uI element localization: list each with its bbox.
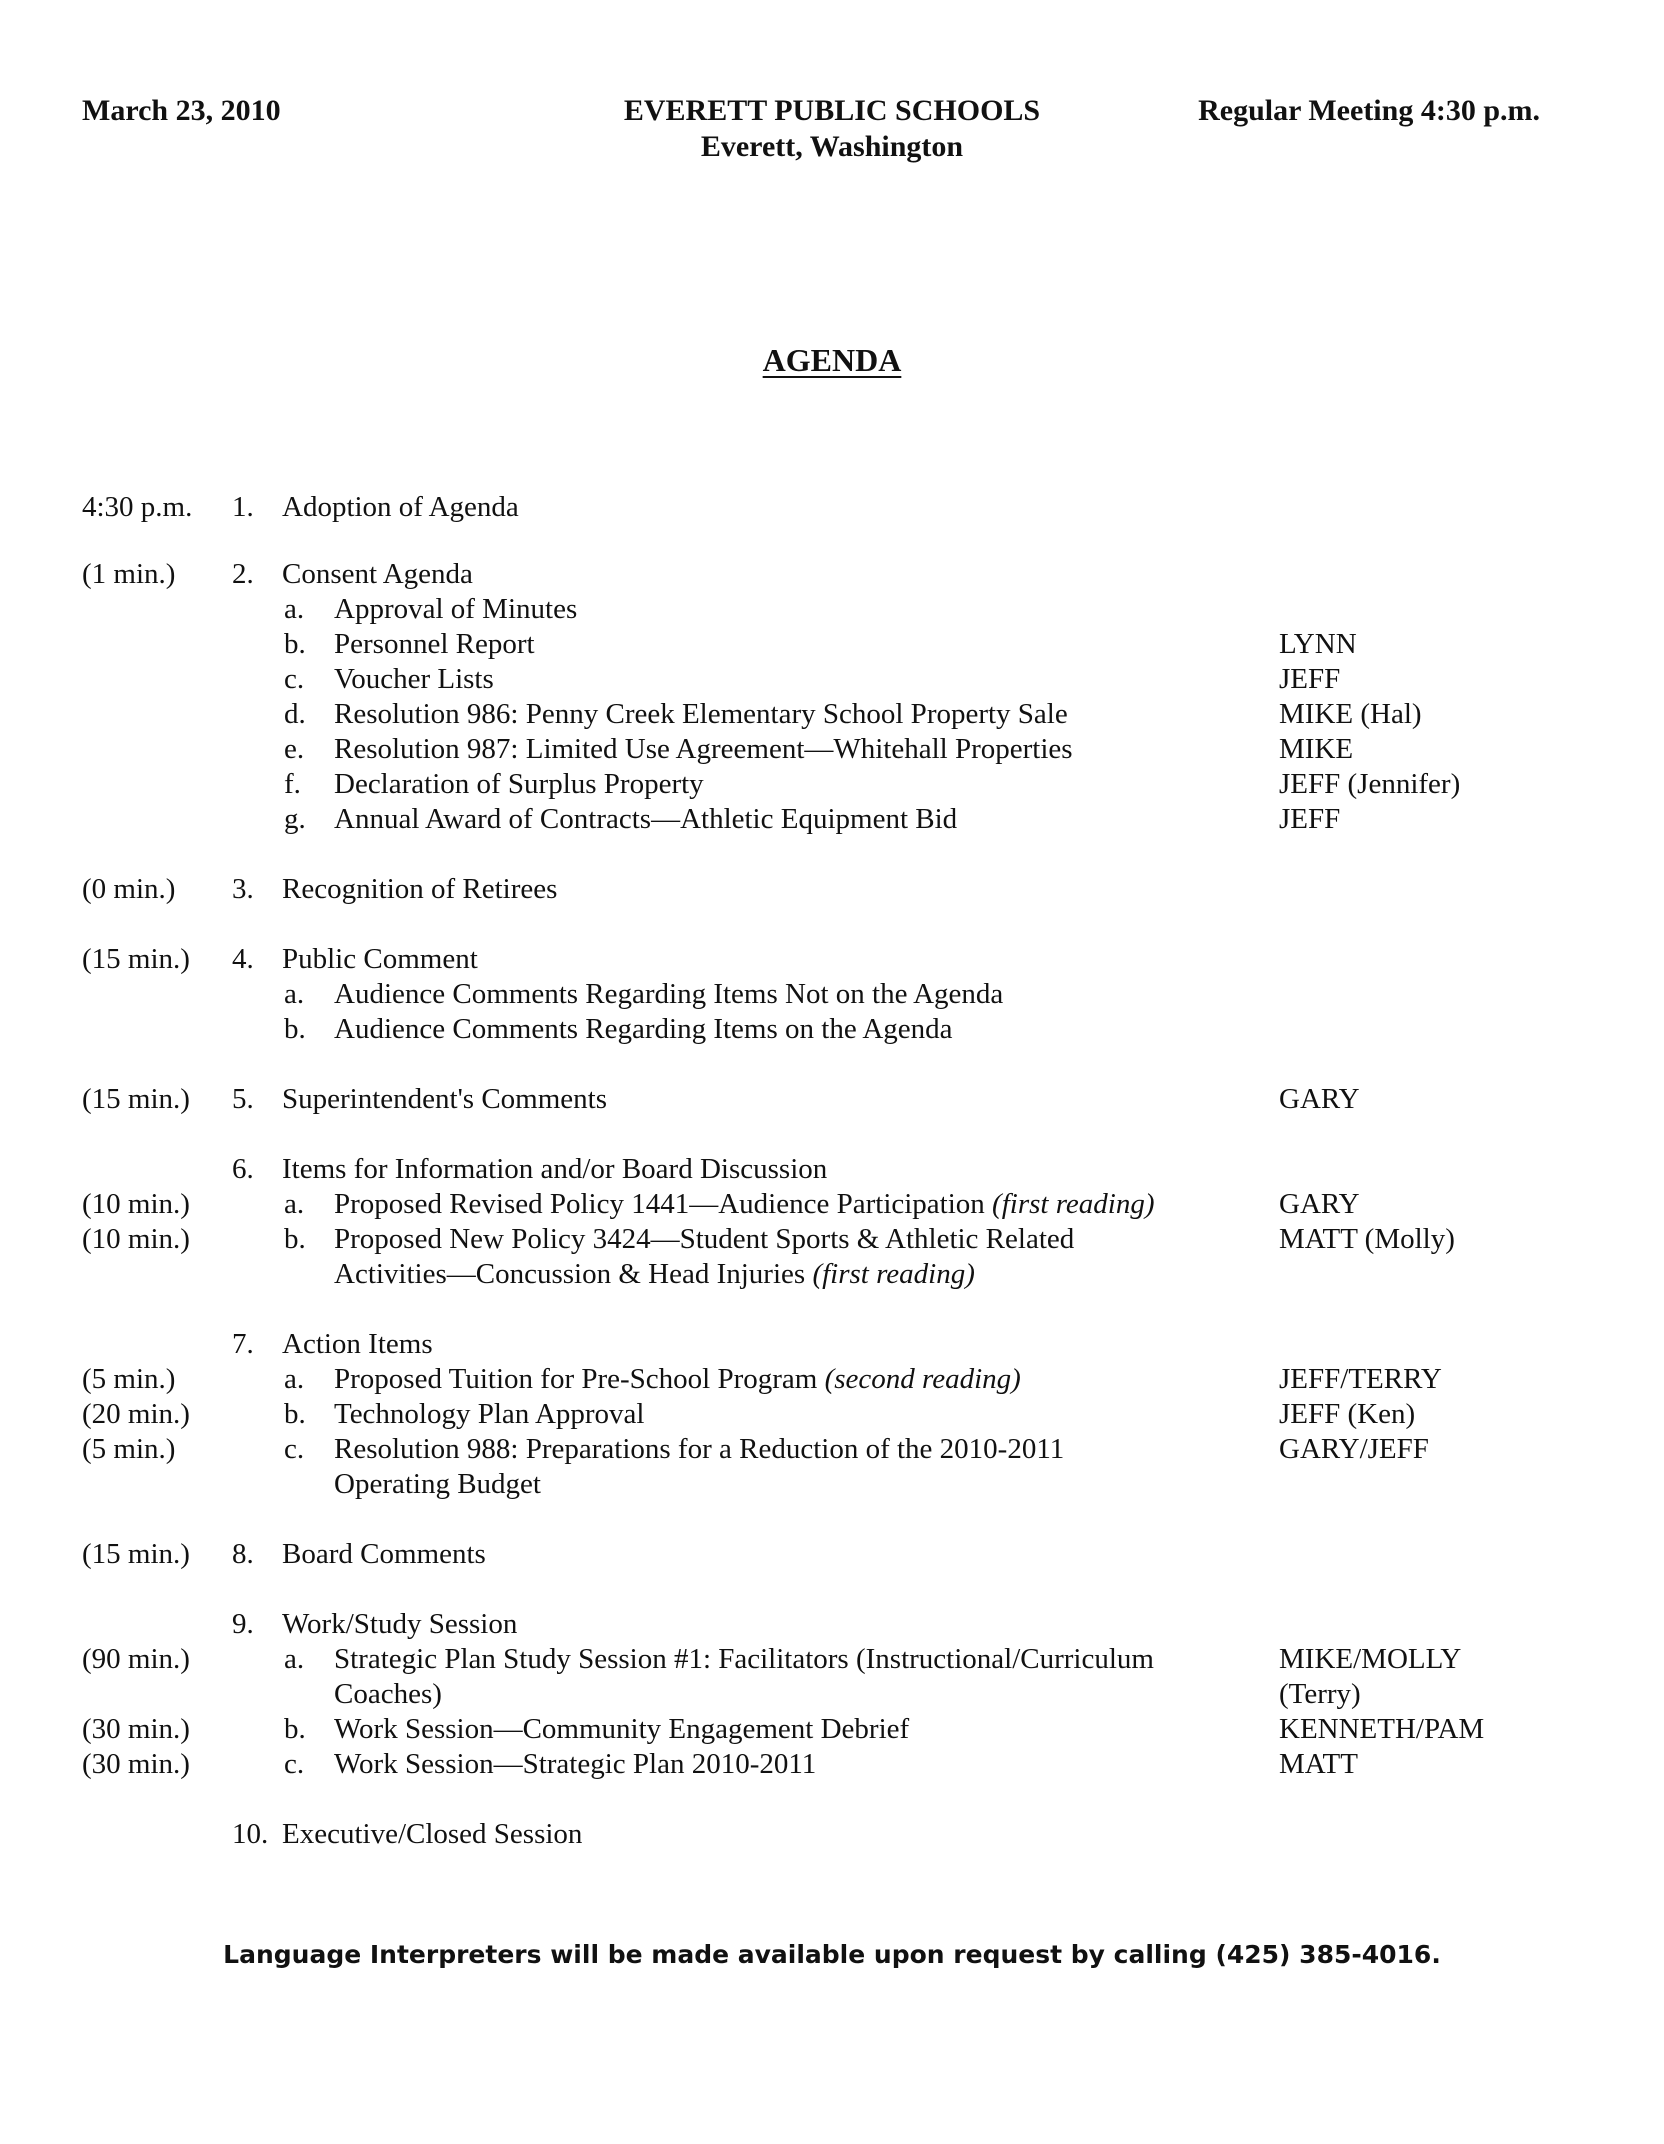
agenda-subitem (0, 1361, 1664, 1397)
agenda-item (0, 1606, 1664, 1642)
subitem-letter: a. (284, 1643, 305, 1675)
presenter-name: JEFF/TERRY (1279, 1363, 1442, 1395)
item-duration: (10 min.) (82, 1223, 190, 1255)
subitem-letter: d. (284, 698, 306, 730)
reading-note: (second reading) (824, 1363, 1021, 1395)
district-heading (432, 93, 1232, 165)
subitem-title: Work Session—Community Engagement Debrief (334, 1713, 910, 1745)
presenter-name: MIKE/MOLLY (1279, 1643, 1462, 1675)
agenda-subitem (0, 661, 1664, 697)
presenter-name: JEFF (Ken) (1279, 1398, 1416, 1430)
subitem-title: Resolution 987: Limited Use Agreement—Whitehall Properties (334, 733, 1073, 765)
presenter-name: LYNN (1279, 628, 1357, 660)
agenda-subitem (0, 1746, 1664, 1782)
presenter-name: MIKE (1279, 733, 1354, 765)
subitem-title: Strategic Plan Study Session #1: Facilitators (Instructional/Curriculum (334, 1643, 1154, 1675)
presenter-name: (Terry) (1279, 1678, 1361, 1710)
item-duration: (90 min.) (82, 1643, 190, 1675)
agenda-subitem (0, 1396, 1664, 1432)
subitem-letter: b. (284, 1713, 306, 1745)
item-title: Items for Information and/or Board Discussion (282, 1153, 828, 1185)
item-title: Action Items (282, 1328, 433, 1360)
subitem-letter: a. (284, 1188, 305, 1220)
subitem-title (334, 1256, 975, 1292)
subitem-letter: b. (284, 628, 306, 660)
subitem-title: Technology Plan Approval (334, 1398, 645, 1430)
presenter-name: MATT (Molly) (1279, 1223, 1455, 1255)
subitem-title: Proposed New Policy 3424—Student Sports & Athletic Related (334, 1223, 1075, 1255)
agenda-subitem (0, 801, 1664, 837)
subitem-letter: b. (284, 1013, 306, 1045)
subitem-letter: c. (284, 1748, 305, 1780)
agenda-subitem (0, 591, 1664, 627)
subitem-title: Resolution 986: Penny Creek Elementary School Property Sale (334, 698, 1068, 730)
presenter-name: MIKE (Hal) (1279, 698, 1422, 730)
subitem-letter: c. (284, 1433, 305, 1465)
subitem-letter: f. (284, 768, 301, 800)
item-number: 2. (232, 558, 254, 590)
item-duration: (5 min.) (82, 1433, 176, 1465)
presenter-name: JEFF (Jennifer) (1279, 768, 1461, 800)
item-duration: (1 min.) (82, 558, 176, 590)
item-number: 1. (232, 491, 254, 523)
item-number: 8. (232, 1538, 254, 1570)
subitem-title: Audience Comments Regarding Items on the Agenda (334, 1013, 953, 1045)
subitem-letter: a. (284, 593, 305, 625)
agenda-subitem (0, 1011, 1664, 1047)
subitem-title: Approval of Minutes (334, 593, 578, 625)
item-title: Executive/Closed Session (282, 1818, 583, 1850)
agenda-item (0, 489, 1664, 525)
subitem-title: Declaration of Surplus Property (334, 768, 704, 800)
presenter-name: JEFF (1279, 803, 1341, 835)
item-duration: (30 min.) (82, 1748, 190, 1780)
item-title: Consent Agenda (282, 558, 473, 590)
agenda-subitem (0, 1186, 1664, 1222)
presenter-name: GARY (1279, 1083, 1360, 1115)
subitem-title: Resolution 988: Preparations for a Reduction of the 2010-2011 (334, 1433, 1065, 1465)
agenda-subitem (0, 976, 1664, 1012)
item-duration: (5 min.) (82, 1363, 176, 1395)
presenter-name: KENNETH/PAM (1279, 1713, 1485, 1745)
agenda-item (0, 1151, 1664, 1187)
subitem-letter: b. (284, 1223, 306, 1255)
item-title: Public Comment (282, 943, 478, 975)
agenda-subitem (0, 731, 1664, 767)
subitem-title: Annual Award of Contracts—Athletic Equipment Bid (334, 803, 958, 835)
item-title: Superintendent's Comments (282, 1083, 608, 1115)
agenda-subitem (0, 626, 1664, 662)
item-number: 10. (232, 1818, 269, 1850)
agenda-item (0, 556, 1664, 592)
reading-note: (first reading) (992, 1188, 1155, 1220)
meeting-type: Regular Meeting 4:30 p.m. (1198, 94, 1540, 127)
subitem-title-text: Proposed Revised Policy 1441—Audience Participation (334, 1188, 993, 1220)
title-text: AGENDA (762, 342, 902, 378)
subitem-letter: a. (284, 1363, 305, 1395)
agenda-item (0, 1536, 1664, 1572)
agenda-subitem (0, 1431, 1664, 1467)
district-name: EVERETT PUBLIC SCHOOLS (623, 94, 1041, 127)
agenda-item (0, 871, 1664, 907)
item-number: 9. (232, 1608, 254, 1640)
item-number: 5. (232, 1083, 254, 1115)
agenda-item (0, 1081, 1664, 1117)
presenter-name: JEFF (1279, 663, 1341, 695)
item-duration: (20 min.) (82, 1398, 190, 1430)
agenda-subitem (0, 1641, 1664, 1677)
subitem-title (334, 1186, 1155, 1222)
subitem-title: Voucher Lists (334, 663, 494, 695)
agenda-item (0, 941, 1664, 977)
subitem-title-text: Activities—Concussion & Head Injuries (334, 1258, 813, 1290)
presenter-name: GARY/JEFF (1279, 1433, 1429, 1465)
agenda-subitem (0, 696, 1664, 732)
item-number: 7. (232, 1328, 254, 1360)
subitem-letter: b. (284, 1398, 306, 1430)
agenda-continuation (0, 1676, 1664, 1712)
presenter-name: GARY (1279, 1188, 1360, 1220)
item-title: Work/Study Session (282, 1608, 518, 1640)
agenda-continuation (0, 1256, 1664, 1292)
subitem-letter: g. (284, 803, 306, 835)
item-number: 4. (232, 943, 254, 975)
agenda-item (0, 1326, 1664, 1362)
subitem-title: Work Session—Strategic Plan 2010-2011 (334, 1748, 817, 1780)
subitem-title (334, 1361, 1021, 1397)
agenda-continuation (0, 1466, 1664, 1502)
subitem-letter: e. (284, 733, 305, 765)
subitem-title: Coaches) (334, 1678, 442, 1710)
subitem-title: Personnel Report (334, 628, 535, 660)
agenda-item (0, 1816, 1664, 1852)
subitem-title: Operating Budget (334, 1468, 541, 1500)
item-duration: 4:30 p.m. (82, 491, 193, 523)
interpreter-notice: Language Interpreters will be made available upon request by calling (425) 385-4016. (223, 1940, 1441, 1969)
item-duration: (30 min.) (82, 1713, 190, 1745)
agenda-subitem (0, 1221, 1664, 1257)
item-duration: (15 min.) (82, 943, 190, 975)
item-number: 6. (232, 1153, 254, 1185)
subitem-title: Audience Comments Regarding Items Not on the Agenda (334, 978, 1004, 1010)
item-duration: (10 min.) (82, 1188, 190, 1220)
subitem-letter: a. (284, 978, 305, 1010)
district-location: Everett, Washington (700, 130, 964, 163)
item-title: Adoption of Agenda (282, 491, 519, 523)
item-title: Board Comments (282, 1538, 486, 1570)
item-number: 3. (232, 873, 254, 905)
reading-note: (first reading) (812, 1258, 975, 1290)
agenda-subitem (0, 766, 1664, 802)
item-duration: (15 min.) (82, 1538, 190, 1570)
subitem-letter: c. (284, 663, 305, 695)
item-duration: (15 min.) (82, 1083, 190, 1115)
presenter-name: MATT (1279, 1748, 1358, 1780)
agenda-subitem (0, 1711, 1664, 1747)
item-duration: (0 min.) (82, 873, 176, 905)
meeting-date: March 23, 2010 (82, 94, 281, 127)
item-title: Recognition of Retirees (282, 873, 558, 905)
page-title (0, 340, 1664, 380)
subitem-title-text: Proposed Tuition for Pre-School Program (334, 1363, 825, 1395)
